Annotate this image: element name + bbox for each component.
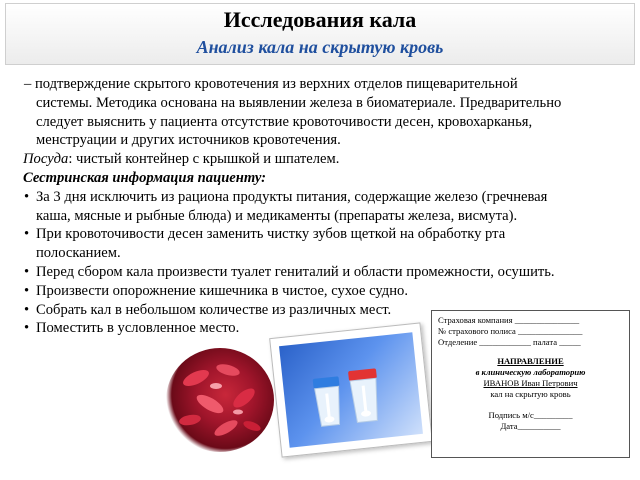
list-item (24, 263, 636, 282)
list-item (24, 282, 636, 301)
containers-photo-bg (279, 332, 423, 447)
analysis-name: кал на скрытую кровь (490, 389, 571, 399)
list-item-line: Произвести опорожнение кишечника в чистое, сухое судно. (36, 282, 408, 299)
list-item-line: Поместить в условленное место. (36, 320, 240, 337)
policy-number-field: № страхового полиса _______________ (438, 326, 583, 336)
list-item-line: Собрать кал в небольшом количестве из различных мест. (36, 301, 392, 318)
list-item-line: полосканием. (36, 245, 121, 262)
dishes-text: : чистый контейнер с крышкой и шпателем. (68, 151, 340, 168)
list-item-line: При кровоточивости десен заменить чистку зубов щеткой на обработку рта (36, 226, 506, 243)
department-field: Отделение ____________ палата _____ (438, 337, 581, 347)
bullet-marker: • (24, 301, 30, 318)
list-item-line: Перед сбором кала произвести туалет гениталий и области промежности, осушить. (36, 263, 555, 280)
form-heading: НАПРАВЛЕНИЕ (497, 356, 564, 366)
bullet-marker: • (24, 320, 30, 337)
list-item (24, 301, 436, 320)
dishes-label: Посуда (23, 151, 69, 168)
blood-cells-graphic (166, 348, 274, 452)
intro-line-1: – подтверждение скрытого кровотечения из верхних отделов пищеварительной (24, 76, 518, 92)
dishes-line (23, 150, 624, 169)
list-item (24, 225, 636, 263)
intro-line-3: следует выяснить у пациента отсутствие кровоточивости десен, кровохарканья, (36, 113, 533, 130)
referral-form (431, 310, 630, 458)
containers-image (269, 322, 433, 457)
content-body (24, 75, 624, 338)
signature-field: Подпись м/с_________ (488, 410, 573, 420)
page-title: Исследования кала (223, 7, 417, 32)
date-field: Дата__________ (500, 421, 561, 431)
list-item (24, 188, 636, 226)
intro-line-2: системы. Методика основана на выявлении железа в биоматериале. Предварительно (36, 94, 562, 111)
page-subtitle: Анализ кала на скрытую кровь (196, 37, 444, 57)
nurse-info-heading: Сестринская информация пациенту: (23, 169, 267, 186)
intro-line-4: менструации и других источников кровотечения. (36, 132, 341, 149)
list-item-line: За 3 дня исключить из рациона продукты питания, содержащие железо (гречневая (36, 188, 548, 205)
form-lab-label: в клиническую лабораторию (475, 367, 586, 377)
specimen-cups-graphic (279, 332, 423, 447)
bullet-marker: • (24, 282, 30, 299)
bullet-marker: • (24, 263, 30, 280)
blood-cells-image (166, 348, 274, 452)
bullet-marker: • (24, 188, 30, 205)
patient-name: ИВАНОВ Иван Петрович (483, 378, 578, 388)
list-item-line: каша, мясные и рыбные блюда) и медикаменты (препараты железа, висмута). (36, 207, 518, 224)
insurance-company-field: Страховая компания _______________ (438, 315, 580, 325)
slide-header (5, 3, 635, 65)
bullet-marker: • (24, 226, 30, 243)
